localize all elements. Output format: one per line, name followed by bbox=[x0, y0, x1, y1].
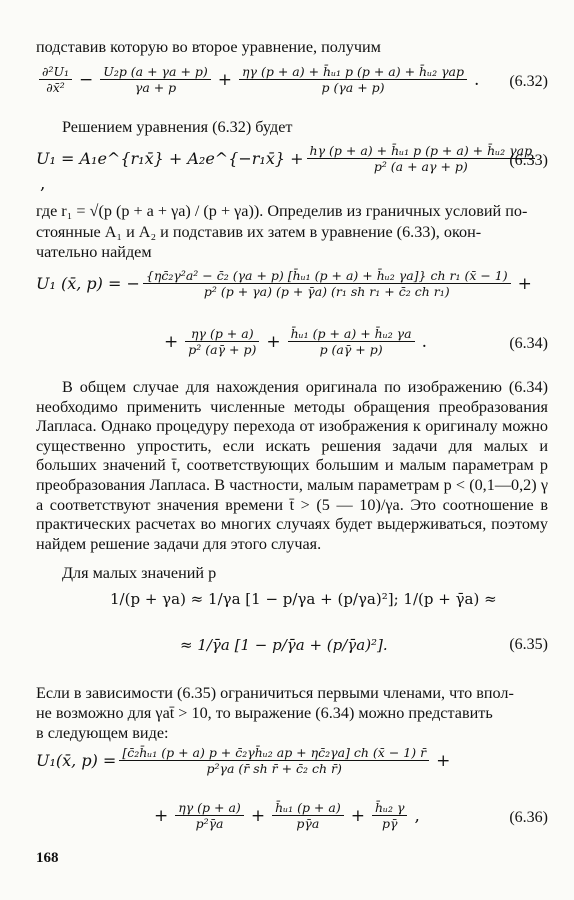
equation-6-36-line1: U₁(x̄, p) = $\frac{\text{[c̄₂h̄ᵤ₁ (p + a) p + c̄₂γh̄ᵤ₂ ap + ηc̄₂γa] ch (x̄ − 1) r̄}}{\text{p²γa (r̄ sh r̄ + c̄₂ ch r̄)}}$ + bbox=[36, 745, 451, 776]
equation-6-36-line2: + $\frac{\eta\gamma (p + a)}{\text{p²γ̄a}}$ + $\frac{\text{h̄ᵤ₁ (p + a)}}{p\gammāa}$ + $\frac{\text{h̄ᵤ₂ γ}}{p\gammā}$ , (6.36) bbox=[154, 800, 548, 831]
eq636-num1: [c̄₂h̄ᵤ₁ (p + a) p + c̄₂γh̄ᵤ₂ ap + ηc̄₂γa] ch (x̄ − 1) r̄ bbox=[119, 745, 429, 761]
eq633-number: (6.33) bbox=[509, 152, 548, 169]
main-paragraph: В общем случае для нахождения оригинала по изображению (6.34) необходимо применить численные методы обращения преобразования Лапласа. Однако процедуру перехода от изображения к оригиналу можно существенно упростить, если искать решения задачи для малых и больших значений t̄, соответствующих большим и малым параметрам p преобразования Лапласа. В частности, малым параметрам p < (0,1—0,2) γ a соответствуют значения времени t̄ > (5 — 10)/γa. Это соотношение в практических расчетах во многих случаях будет выдерживаться, поэтому найдем решение задачи для этого случая. bbox=[36, 378, 548, 553]
eq636-den1: p²γa (r̄ sh r̄ + c̄₂ ch r̄) bbox=[206, 761, 342, 776]
equation-6-35-line2 bbox=[180, 636, 548, 676]
equation-6-35-line1: 1/(p + γa) ≈ 1/γa [1 − p/γa + (p/γa)²]; 1/(p + γ̄a) ≈ bbox=[110, 590, 497, 608]
if-text-line2: не возможно для γat̄ > 10, то выражение (6.34) можно представить bbox=[36, 704, 493, 722]
equation-6-34-line1: U₁ (x̄, p) = − {ηc̄₂γ²a² − c̄₂ (γa + p) [h̄ᵤ₁ (p + a) + h̄ᵤ₂ γa]} ch r₁ (x̄ − 1) p² (p + γa) (p + γ̄a) (r₁ sh r₁ + c̄₂ ch r₁) + bbox=[36, 268, 532, 299]
eq632-term3-den: p (γa + p) bbox=[321, 80, 385, 95]
eq632-number: (6.32) bbox=[509, 73, 548, 90]
eq634-den2: p² (aγ̄ + p) bbox=[188, 342, 257, 357]
eq636-num4: h̄ᵤ₂ γ bbox=[372, 800, 408, 816]
r1-definition-line: где r₁ = √(p (p + a + γa) / (p + γa)). Определив из граничных условий по- bbox=[36, 202, 528, 220]
eq636-den2: p²γ̄a bbox=[195, 816, 224, 831]
equation-6-32: $\frac{\text{∂²U₁}}{\text{∂x̄²}}$ − $\frac{\text{U₂p (a + γa + p)}}{\gamma a + p}$ + $\frac{\text{ηγ (p + a) + h̄ᵤ₁ p (p + a) + h̄ᵤ₂ γap}}{p (\gamma a + p)}$ . (6.32) bbox=[36, 64, 548, 104]
eq636-den3: pγ̄a bbox=[296, 816, 320, 831]
eq634-den3: p (aγ̄ + p) bbox=[319, 342, 383, 357]
small-p-text: Для малых значений p bbox=[62, 564, 217, 582]
eq634-den1: p² (p + γa) (p + γ̄a) (r₁ sh r₁ + c̄₂ ch r₁) bbox=[203, 284, 450, 299]
eq632-term1-num: ∂²U₁ bbox=[39, 64, 72, 80]
eq634-num3: h̄ᵤ₁ (p + a) + h̄ᵤ₂ γa bbox=[288, 326, 415, 342]
eq636-number: (6.36) bbox=[509, 809, 548, 826]
eq636-num2: ηγ (p + a) bbox=[175, 800, 244, 816]
equation-6-33: U₁ = A₁e^{r₁x̄} + A₂e^{−r₁x̄} + $\frac{\text{hγ (p + a) + h̄ᵤ₁ p (p + a) + h̄ᵤ₂ γap}}{\text{p² (a + aγ + p)}}$ , (6.33) bbox=[36, 143, 548, 194]
eq632-term2-num: U₂p (a + γa + p) bbox=[100, 64, 211, 80]
page-number: 168 bbox=[36, 850, 59, 866]
eq634-number: (6.34) bbox=[509, 335, 548, 352]
eq634-lhs: U₁ (x̄, p) = − bbox=[36, 274, 140, 293]
equation-6-34-line2: + $\frac{\eta\gamma (p + a)}{\text{p² (aγ̄ + p)}}$ + $\frac{\text{h̄ᵤ₁ (p + a) + h̄ᵤ₂ γa}}{p (a\gammā + p)}$ . (6.34) bbox=[164, 326, 548, 357]
eq636-den4: pγ̄ bbox=[381, 816, 398, 831]
eq635-number: (6.35) bbox=[509, 636, 548, 653]
r1-definition-line3: чательно найдем bbox=[36, 243, 152, 261]
eq633-lhs: U₁ = A₁e^{r₁x̄} + A₂e^{−r₁x̄} + bbox=[36, 149, 304, 168]
eq632-term2-den: γa + p bbox=[134, 80, 177, 95]
eq634-num1: {ηc̄₂γ²a² − c̄₂ (γa + p) [h̄ᵤ₁ (p + a) + h̄ᵤ₂ γa]} ch r₁ (x̄ − 1) bbox=[143, 268, 511, 284]
eq636-num3: h̄ᵤ₁ (p + a) bbox=[272, 800, 344, 816]
eq636-lhs: U₁(x̄, p) = bbox=[36, 751, 117, 770]
intro-text: подставив которую во второе уравнение, получим bbox=[36, 38, 381, 56]
eq632-term3-num: ηγ (p + a) + h̄ᵤ₁ p (p + a) + h̄ᵤ₂ γap bbox=[239, 64, 467, 80]
if-text-line3: в следующем виде: bbox=[36, 724, 169, 742]
eq634-num2: ηγ (p + a) bbox=[185, 326, 259, 342]
if-text: Если в зависимости (6.35) ограничиться первыми членами, что впол- bbox=[36, 684, 514, 702]
solution-text: Решением уравнения (6.32) будет bbox=[62, 118, 293, 136]
eq635-line2: ≈ 1/γ̄a [1 − p/γ̄a + (p/γ̄a)²]. bbox=[180, 636, 388, 654]
eq633-num: hγ (p + a) + h̄ᵤ₁ p (p + a) + h̄ᵤ₂ γap bbox=[307, 143, 536, 159]
r1-definition-line2: стоянные A₁ и A₂ и подставив их затем в уравнение (6.33), окон- bbox=[36, 223, 482, 241]
eq632-term1-den: ∂x̄² bbox=[46, 80, 65, 95]
eq633-den: p² (a + aγ + p) bbox=[373, 159, 468, 174]
